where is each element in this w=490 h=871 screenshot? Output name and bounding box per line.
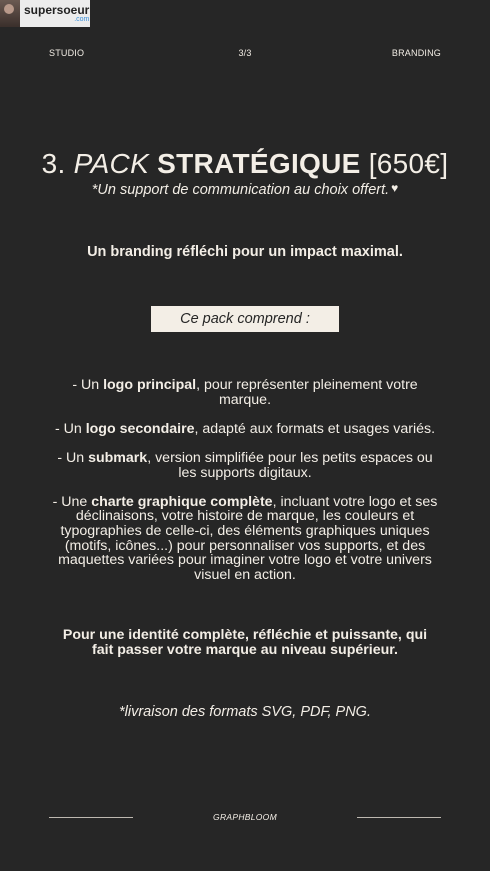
feature-bold: submark: [88, 449, 148, 466]
subtitle-text: *Un support de communication au choix offert.: [91, 182, 390, 198]
pack-includes-banner: Ce pack comprend :: [151, 306, 339, 332]
feature-item: [48, 422, 442, 437]
delivery-note: *livraison des formats SVG, PDF, PNG.: [119, 704, 371, 720]
page-title: [0, 148, 490, 180]
watermark-logo: [0, 0, 90, 27]
feature-item: [48, 495, 442, 583]
feature-item: [48, 378, 442, 407]
watermark-domain: .com: [74, 16, 90, 23]
footer-brand: GRAPHBLOOM: [213, 812, 277, 822]
page-indicator: 3/3: [238, 48, 252, 58]
feature-prefix: - Un: [72, 377, 104, 393]
feature-text: , incluant votre logo et ses déclinaisons, votre histoire de marque, les couleurs et typographies de celle-ci, des éléments graphiques uniques (motifs, icônes...) pour personnaliser vos supports, et des maquettes variées pour imaginer votre logo et votre univers visuel en action.: [58, 493, 438, 583]
feature-prefix: - Une: [52, 493, 92, 510]
subtitle: [0, 181, 490, 198]
feature-item: [48, 451, 442, 480]
nav-branding: BRANDING: [391, 48, 441, 58]
title-pack: PACK: [73, 148, 150, 179]
feature-text: , pour représenter pleinement votre marque.: [196, 377, 418, 408]
title-name: STRATÉGIQUE: [157, 148, 361, 179]
footer-divider-right: [357, 817, 441, 818]
watermark-name: supersoeur: [24, 3, 90, 17]
top-nav: [49, 48, 441, 60]
title-price: [650€]: [368, 148, 449, 179]
title-number: 3.: [41, 148, 66, 179]
closing-statement: Pour une identité complète, réfléchie et puissante, qui fait passer votre marque au niveau supérieur.: [62, 627, 428, 658]
feature-prefix: - Un: [54, 420, 86, 437]
footer: [49, 812, 441, 824]
feature-bold: charte graphique complète: [91, 493, 273, 510]
features-list: [48, 378, 442, 597]
feature-bold: logo secondaire: [85, 420, 195, 437]
feature-prefix: - Un: [57, 449, 89, 466]
heart-icon: ♥: [391, 181, 399, 195]
feature-text: , version simplifiée pour les petits espaces ou les supports digitaux.: [147, 449, 433, 481]
nav-studio: STUDIO: [49, 48, 85, 58]
avatar: [0, 0, 20, 27]
feature-text: , adapté aux formats et usages variés.: [194, 420, 436, 437]
feature-bold: logo principal: [103, 377, 197, 393]
tagline: Un branding réfléchi pour un impact maximal.: [87, 244, 403, 260]
